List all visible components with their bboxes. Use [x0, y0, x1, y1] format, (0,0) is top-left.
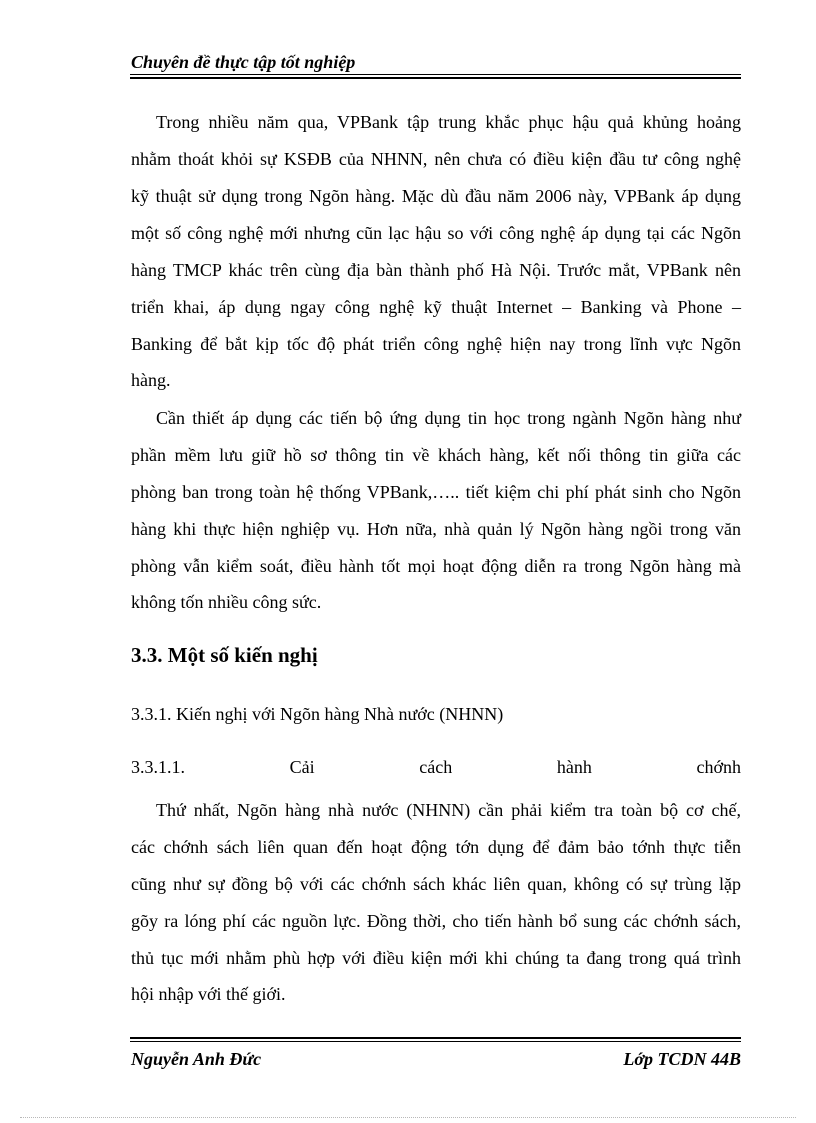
paragraph1-line: hàng. [131, 370, 171, 390]
paragraph1-line: Trong nhiều năm qua, VPBank tập trung khắc phục hậu quả khủng hoảng [156, 112, 741, 132]
header-rule-thick [130, 77, 741, 79]
paragraph3-line: Thứ nhất, Ngõn hàng nhà nước (NHNN) cần phải kiểm tra toàn bộ cơ chế, [156, 800, 741, 820]
paragraph3-line: cũng như sự đồng bộ với các chớnh sách khác liên quan, không có sự trùng lặp [131, 874, 741, 894]
paragraph1-line: triển khai, áp dụng ngay công nghệ kỹ thuật Internet – Banking và Phone – [131, 297, 741, 317]
subsubsection-heading [131, 757, 741, 778]
paragraph2-line: không tốn nhiều công sức. [131, 592, 322, 612]
subsection-heading: 3.3.1. Kiến nghị với Ngõn hàng Nhà nước (NHNN) [131, 704, 504, 724]
paragraph2-line: phần mềm lưu giữ hồ sơ thông tin về khách hàng, kết nối thông tin giữa các [131, 445, 741, 465]
page-bottom-edge [20, 1117, 796, 1118]
subsubsection-word: chớnh [696, 757, 741, 777]
header-title: Chuyên đề thực tập tốt nghiệp [131, 52, 356, 72]
footer-author: Nguyễn Anh Đức [131, 1049, 262, 1069]
subsubsection-word: cách [419, 757, 453, 777]
subsubsection-number: 3.3.1.1. [131, 757, 185, 777]
subsubsection-word: hành [556, 757, 592, 777]
paragraph1-line: kỹ thuật sử dụng trong Ngõn hàng. Mặc dù đầu năm 2006 này, VPBank áp dụng [131, 186, 741, 206]
paragraph3-line: gõy ra lóng phí các nguồn lực. Đồng thời, cho tiến hành bổ sung các chớnh sách, [131, 911, 741, 931]
paragraph2-line: phòng vẫn kiểm soát, điều hành tốt mọi hoạt động diễn ra trong Ngõn hàng mà [131, 556, 741, 576]
paragraph2-line: Cần thiết áp dụng các tiến bộ ứng dụng tin học trong ngành Ngõn hàng như [156, 408, 741, 428]
paragraph2-line: hàng khi thực hiện nghiệp vụ. Hơn nữa, nhà quản lý Ngõn hàng ngồi trong văn [131, 519, 741, 539]
subsubsection-word: Cải [289, 757, 315, 777]
section-heading: 3.3. Một số kiến nghị [131, 643, 318, 667]
paragraph3-line: hội nhập với thế giới. [131, 984, 286, 1004]
paragraph1-line: một số công nghệ mới nhưng cũn lạc hậu so với công nghệ áp dụng tại các Ngõn [131, 223, 741, 243]
footer-rule-thick [130, 1037, 741, 1039]
paragraph1-line: nhằm thoát khỏi sự KSĐB của NHNN, nên chưa có điều kiện đầu tư công nghệ [131, 149, 741, 169]
paragraph2-line: phòng ban trong toàn hệ thống VPBank,….. tiết kiệm chi phí phát sinh cho Ngõn [131, 482, 741, 502]
footer-class-label: Lớp TCDN 44B [623, 1049, 741, 1069]
paragraph3-line: các chớnh sách liên quan đến hoạt động tớn dụng để đảm bảo tớnh thực tiễn [131, 837, 741, 857]
paragraph1-line: hàng TMCP khác trên cùng địa bàn thành phố Hà Nội. Trước mắt, VPBank nên [131, 260, 741, 280]
paragraph1-line: Banking để bắt kịp tốc độ phát triển công nghệ hiện nay trong lĩnh vực Ngõn [131, 334, 741, 354]
header-rule-thin [130, 74, 741, 75]
paragraph3-line: thủ tục mới nhằm phù hợp với điều kiện mới khi chúng ta đang trong quá trình [131, 948, 741, 968]
footer-rule-thin [130, 1041, 741, 1042]
